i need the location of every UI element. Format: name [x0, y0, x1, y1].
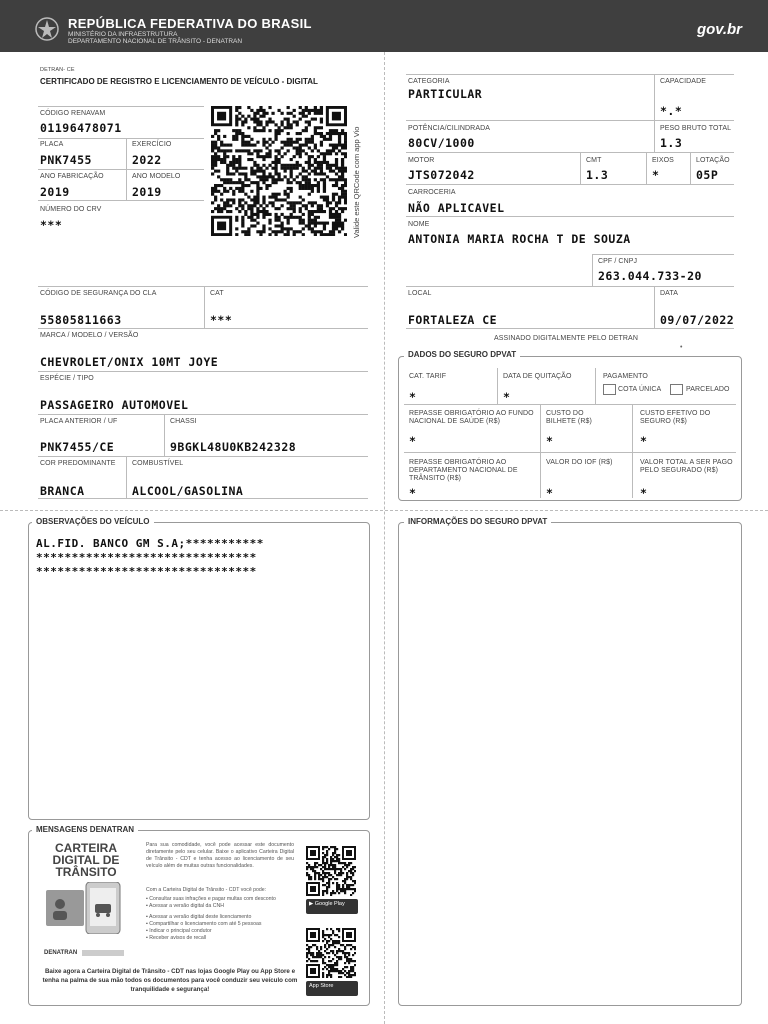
- divider: [654, 74, 655, 120]
- cla-label: CÓDIGO DE SEGURANÇA DO CLA: [40, 290, 157, 297]
- divider: [592, 254, 593, 286]
- divider: [164, 414, 165, 456]
- parcelado-label: PARCELADO: [686, 386, 730, 393]
- exercicio-label: EXERCÍCIO: [132, 141, 172, 148]
- divider: [580, 152, 581, 184]
- peso-value: 1.3: [660, 136, 683, 150]
- divider: [204, 286, 205, 328]
- cdt-with-text: Com a Carteira Digital de Trânsito - CDT você pode:: [146, 887, 267, 893]
- issuer-label: DETRAN- CE: [40, 67, 75, 73]
- lotacao-value: 05P: [696, 168, 719, 182]
- exercicio-value: 2022: [132, 153, 162, 167]
- divider: [406, 328, 734, 329]
- benefit-item: ▪ Compartilhar o licenciamento com até 5 pessoas: [146, 921, 262, 927]
- especie-value: PASSAGEIRO AUTOMOVEL: [40, 398, 189, 412]
- cota-unica-label: COTA ÚNICA: [618, 386, 662, 393]
- placa-anterior-value: PNK7455/CE: [40, 440, 115, 454]
- divider: [540, 404, 541, 452]
- repasse-sus-value: *: [409, 434, 417, 448]
- cat-tarif-value: *: [409, 390, 417, 404]
- cat-label: CAT: [210, 290, 224, 297]
- cdt-intro-text: Para sua comodidade, você pode acessar este documento diretamente pelo seu celular. Baixe o aplicativo Carteira Digital de Trânsito - CDT e tenha acesso ao licenciamento de seu veículo além de muitas outras funcionalidades.: [146, 842, 294, 869]
- parcelado-checkbox[interactable]: [670, 384, 683, 395]
- observacao-line-1: AL.FID. BANCO GM S.A;***********: [36, 537, 264, 550]
- lotacao-label: LOTAÇÃO: [696, 157, 730, 164]
- motor-value: JTS072042: [408, 168, 475, 182]
- capacidade-value: *.*: [660, 104, 683, 118]
- divider: [595, 368, 596, 404]
- google-play-qr-code: [306, 846, 356, 896]
- nome-label: NOME: [408, 221, 430, 228]
- divider: [497, 368, 498, 404]
- eixos-label: EIXOS: [652, 157, 674, 164]
- chassi-label: CHASSI: [170, 418, 197, 425]
- divider: [38, 328, 368, 329]
- cpf-label: CPF / CNPJ: [598, 258, 638, 265]
- divider: [38, 200, 204, 201]
- observacao-line-3: *******************************: [36, 565, 257, 578]
- ano-modelo-label: ANO MODELO: [132, 173, 181, 180]
- divider: [406, 152, 734, 153]
- divider: [540, 452, 541, 498]
- info-dpvat-title: INFORMAÇÕES DO SEGURO DPVAT: [404, 517, 551, 526]
- verification-qr-code: [211, 106, 347, 236]
- crv-value: ***: [40, 218, 63, 232]
- divider: [126, 456, 127, 498]
- ano-modelo-value: 2019: [132, 185, 162, 199]
- header-title: REPÚBLICA FEDERATIVA DO BRASIL: [68, 16, 312, 31]
- motor-label: MOTOR: [408, 157, 435, 164]
- divider: [38, 414, 368, 415]
- pagamento-label: PAGAMENTO: [603, 373, 648, 380]
- benefit-item: ▪ Acessar a versão digital da CNH: [146, 903, 224, 909]
- ano-fabricacao-value: 2019: [40, 185, 70, 199]
- dot-mark: •: [680, 344, 683, 351]
- categoria-value: PARTICULAR: [408, 87, 483, 101]
- crv-label: NÚMERO DO CRV: [40, 206, 102, 213]
- assinado-text: ASSINADO DIGITALMENTE PELO DETRAN: [494, 335, 638, 342]
- benefit-item: ▪ Consultar suas infrações e pagar multas com desconto: [146, 896, 276, 902]
- app-store-badge[interactable]: App Store: [306, 981, 358, 996]
- custo-bilhete-value: *: [546, 434, 554, 448]
- govbr-logo: gov.br: [696, 21, 742, 38]
- renavam-label: CÓDIGO RENAVAM: [40, 110, 106, 117]
- divider: [654, 120, 655, 152]
- cor-value: BRANCA: [40, 484, 85, 498]
- divider: [38, 106, 204, 107]
- header-ministry: MINISTÉRIO DA INFRAESTRUTURA DEPARTAMENTO NACIONAL DE TRÂNSITO - DENATRAN: [68, 31, 243, 45]
- total-label: VALOR TOTAL A SER PAGO PELO SEGURADO (R$): [640, 459, 733, 474]
- potencia-label: POTÊNCIA/CILINDRADA: [408, 125, 491, 132]
- cmt-value: 1.3: [586, 168, 609, 182]
- cmt-label: CMT: [586, 157, 602, 164]
- eixos-value: *: [652, 168, 660, 182]
- cota-unica-checkbox[interactable]: [603, 384, 616, 395]
- data-quitacao-value: *: [503, 390, 511, 404]
- custo-efetivo-value: *: [640, 434, 648, 448]
- carroceria-label: CARROCERIA: [408, 189, 456, 196]
- divider: [646, 152, 647, 184]
- carroceria-value: NÃO APLICAVEL: [408, 201, 505, 215]
- nome-value: ANTONIA MARIA ROCHA T DE SOUZA: [408, 232, 631, 246]
- combustivel-label: COMBUSTÍVEL: [132, 460, 184, 467]
- ano-fabricacao-label: ANO FABRICAÇÃO: [40, 173, 104, 180]
- benefit-item: ▪ Indicar o principal condutor: [146, 928, 212, 934]
- placa-label: PLACA: [40, 141, 64, 148]
- divider: [592, 254, 734, 255]
- peso-label: PESO BRUTO TOTAL: [660, 125, 732, 132]
- total-value: *: [640, 486, 648, 500]
- cdt-footer-text: Baixe agora a Carteira Digital de Trânsito - CDT nas lojas Google Play ou App Store e tenha na palma de sua mão todos os documentos para você conduzir seu veículo com tranquilidade e segurança!: [42, 968, 298, 993]
- local-label: LOCAL: [408, 290, 432, 297]
- benefit-item: ▪ Acessar a versão digital deste licenciamento: [146, 914, 252, 920]
- placa-anterior-label: PLACA ANTERIOR / UF: [40, 418, 118, 425]
- cla-value: 55805811663: [40, 313, 122, 327]
- data-label: DATA: [660, 290, 679, 297]
- partner-logo: [82, 950, 124, 956]
- divider: [406, 184, 734, 185]
- observacao-line-2: *******************************: [36, 551, 257, 564]
- placa-value: PNK7455: [40, 153, 92, 167]
- divider: [406, 120, 734, 121]
- cat-value: ***: [210, 313, 233, 327]
- especie-label: ESPÉCIE / TIPO: [40, 375, 94, 382]
- data-quitacao-label: DATA DE QUITAÇÃO: [503, 373, 572, 380]
- local-value: FORTALEZA CE: [408, 313, 498, 327]
- divider: [38, 371, 368, 372]
- repasse-denatran-label: REPASSE OBRIGATÓRIO AO DEPARTAMENTO NACIONAL DE TRÂNSITO (R$): [409, 459, 518, 482]
- divider: [404, 452, 736, 453]
- custo-bilhete-label: CUSTO DO BILHETE (R$): [546, 410, 592, 425]
- combustivel-value: ALCOOL/GASOLINA: [132, 484, 244, 498]
- repasse-sus-label: REPASSE OBRIGATÓRIO AO FUNDO NACIONAL DE SAÚDE (R$): [409, 410, 534, 425]
- divider: [38, 169, 204, 170]
- observacoes-title: OBSERVAÇÕES DO VEÍCULO: [32, 517, 154, 526]
- categoria-label: CATEGORIA: [408, 78, 450, 85]
- iof-label: VALOR DO IOF (R$): [546, 459, 613, 466]
- app-store-qr-code: [306, 928, 356, 978]
- divider: [406, 216, 734, 217]
- divider: [654, 286, 655, 328]
- divider: [38, 138, 204, 139]
- marca-label: MARCA / MODELO / VERSÃO: [40, 332, 139, 339]
- header-bar: [0, 0, 768, 52]
- potencia-value: 80CV/1000: [408, 136, 475, 150]
- repasse-denatran-value: *: [409, 486, 417, 500]
- cpf-value: 263.044.733-20: [598, 269, 702, 283]
- divider: [404, 404, 736, 405]
- divider: [38, 498, 368, 499]
- divider: [38, 456, 368, 457]
- marca-value: CHEVROLET/ONIX 10MT JOYE: [40, 355, 219, 369]
- qr-caption: Valide este QRCode com app Vio: [352, 126, 361, 238]
- renavam-value: 01196478071: [40, 121, 122, 135]
- cdt-benefits-list: [146, 896, 296, 942]
- divider: [690, 152, 691, 184]
- iof-value: *: [546, 486, 554, 500]
- brasil-coat-of-arms-icon: [34, 16, 60, 44]
- custo-efetivo-label: CUSTO EFETIVO DO SEGURO (R$): [640, 410, 711, 425]
- cat-tarif-label: CAT. TARIF: [409, 373, 447, 380]
- divider: [406, 286, 734, 287]
- fold-line-horizontal: [0, 510, 768, 511]
- benefit-item: ▪ Receber avisos de recall: [146, 935, 207, 941]
- cdt-logo: CARTEIRA DIGITAL DE TRÂNSITO: [52, 841, 120, 879]
- info-dpvat-box: [398, 522, 742, 1006]
- divider: [406, 74, 734, 75]
- mensagens-title: MENSAGENS DENATRAN: [32, 825, 138, 834]
- divider: [632, 404, 633, 452]
- divider: [38, 286, 368, 287]
- cor-label: COR PREDOMINANTE: [40, 460, 116, 467]
- capacidade-label: CAPACIDADE: [660, 78, 706, 85]
- chassi-value: 9BGKL48U0KB242328: [170, 440, 297, 454]
- divider: [632, 452, 633, 498]
- dpvat-title: DADOS DO SEGURO DPVAT: [404, 350, 520, 359]
- data-value: 09/07/2022: [660, 313, 735, 327]
- google-play-badge[interactable]: ▶ Google Play: [306, 899, 358, 914]
- fold-line-vertical: [384, 52, 385, 1024]
- cdt-phone-illustration-icon: [46, 882, 126, 934]
- denatran-logo: DENATRAN: [44, 950, 78, 956]
- document-title: CERTIFICADO DE REGISTRO E LICENCIAMENTO DE VEÍCULO - DIGITAL: [40, 77, 318, 86]
